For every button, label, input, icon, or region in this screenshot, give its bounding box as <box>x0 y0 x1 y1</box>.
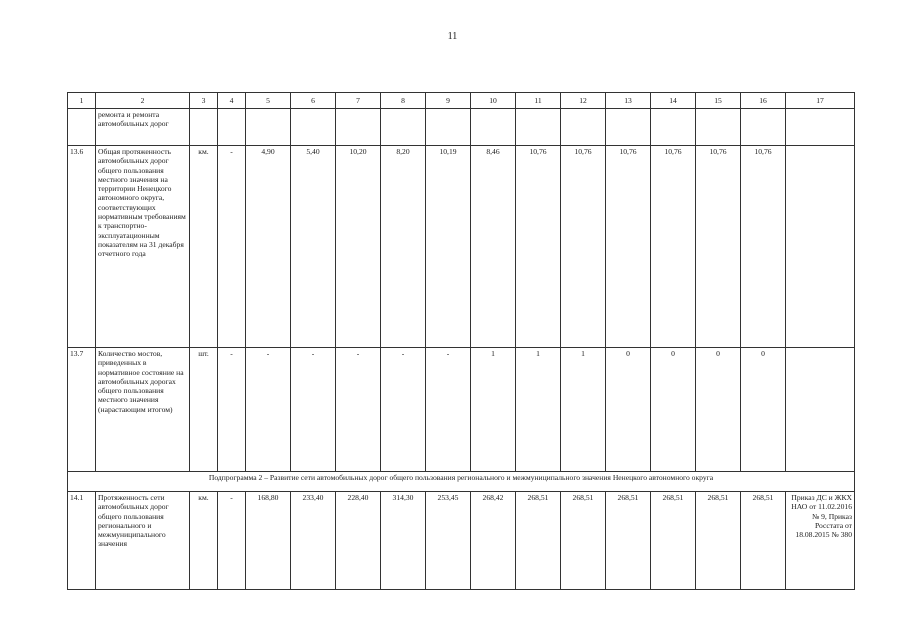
indicator-name: Количество мостов, приведенных в нормативное состояние на автомобильных дорогах общего пользования местного значения (нарастающим итогом) <box>96 348 190 472</box>
value-cell <box>218 109 246 146</box>
header-cell: 8 <box>381 93 426 109</box>
value-cell: 268,51 <box>696 492 741 590</box>
header-cell: 5 <box>246 93 291 109</box>
value-cell <box>291 109 336 146</box>
indicator-name: Протяженность сети автомобильных дорог общего пользования регионального и межмуниципального значения <box>96 492 190 590</box>
header-cell: 15 <box>696 93 741 109</box>
source-cell: Приказ ДС и ЖКХ НАО от 11.02.2016 № 9, Приказ Росстата от 18.08.2015 № 380 <box>786 492 855 590</box>
source-cell <box>786 348 855 472</box>
header-cell: 10 <box>471 93 516 109</box>
table-row-13-6 <box>68 146 855 348</box>
value-cell: 268,42 <box>471 492 516 590</box>
value-cell: 1 <box>561 348 606 472</box>
value-cell: 233,40 <box>291 492 336 590</box>
value-cell: - <box>381 348 426 472</box>
value-cell: - <box>218 492 246 590</box>
value-cell: 268,51 <box>741 492 786 590</box>
value-cell: 5,40 <box>291 146 336 348</box>
value-cell: 10,19 <box>426 146 471 348</box>
value-cell: - <box>218 348 246 472</box>
value-cell: 8,20 <box>381 146 426 348</box>
value-cell: 0 <box>741 348 786 472</box>
header-cell: 13 <box>606 93 651 109</box>
value-cell: - <box>291 348 336 472</box>
value-cell: 1 <box>471 348 516 472</box>
indicator-name: Общая протяженность автомобильных дорог общего пользования местного значения на территории Ненецкого автономного округа, соответствующих нормативным требованиям к транспортно-эксплуатационным показателям на 31 декабря отчетного года <box>96 146 190 348</box>
value-cell <box>561 109 606 146</box>
value-cell: 0 <box>696 348 741 472</box>
value-cell <box>696 109 741 146</box>
value-cell: 4,90 <box>246 146 291 348</box>
value-cell <box>381 109 426 146</box>
header-cell: 14 <box>651 93 696 109</box>
value-cell: - <box>218 146 246 348</box>
value-cell <box>606 109 651 146</box>
subprogram-title: Подпрограмма 2 – Развитие сети автомобильных дорог общего пользования регионального и межмуниципального значения Ненецкого автономного округа <box>68 472 855 492</box>
row-num-cell: 13.7 <box>68 348 96 472</box>
value-cell: 10,76 <box>741 146 786 348</box>
header-cell: 3 <box>190 93 218 109</box>
value-cell: - <box>246 348 291 472</box>
row-num-cell <box>68 109 96 146</box>
source-cell <box>786 109 855 146</box>
value-cell: 268,51 <box>606 492 651 590</box>
value-cell: 10,20 <box>336 146 381 348</box>
header-cell: 6 <box>291 93 336 109</box>
table-row-13-7 <box>68 348 855 472</box>
unit-cell: шт. <box>190 348 218 472</box>
value-cell <box>471 109 516 146</box>
unit-cell: км. <box>190 146 218 348</box>
subprogram-row <box>68 472 855 492</box>
header-cell: 17 <box>786 93 855 109</box>
row-num-cell: 13.6 <box>68 146 96 348</box>
header-row <box>68 93 855 109</box>
value-cell: 268,51 <box>561 492 606 590</box>
value-cell: 314,30 <box>381 492 426 590</box>
value-cell: 1 <box>516 348 561 472</box>
value-cell: 0 <box>651 348 696 472</box>
value-cell: 268,51 <box>651 492 696 590</box>
value-cell <box>426 109 471 146</box>
value-cell: 268,51 <box>516 492 561 590</box>
header-cell: 11 <box>516 93 561 109</box>
header-cell: 12 <box>561 93 606 109</box>
value-cell: 10,76 <box>696 146 741 348</box>
value-cell: 168,80 <box>246 492 291 590</box>
value-cell: 8,46 <box>471 146 516 348</box>
value-cell: 10,76 <box>651 146 696 348</box>
value-cell: 228,40 <box>336 492 381 590</box>
value-cell: 0 <box>606 348 651 472</box>
value-cell: 10,76 <box>606 146 651 348</box>
value-cell <box>246 109 291 146</box>
unit-cell: км. <box>190 492 218 590</box>
header-cell: 9 <box>426 93 471 109</box>
table-row-14-1 <box>68 492 855 590</box>
header-cell: 16 <box>741 93 786 109</box>
value-cell <box>516 109 561 146</box>
value-cell: 10,76 <box>516 146 561 348</box>
header-cell: 4 <box>218 93 246 109</box>
value-cell: 253,45 <box>426 492 471 590</box>
value-cell <box>651 109 696 146</box>
value-cell <box>336 109 381 146</box>
table-row-continuation <box>68 109 855 146</box>
header-cell: 2 <box>96 93 190 109</box>
value-cell: 10,76 <box>561 146 606 348</box>
source-cell <box>786 146 855 348</box>
value-cell: - <box>336 348 381 472</box>
indicator-table <box>67 92 855 590</box>
page-number: 11 <box>447 31 458 42</box>
value-cell: - <box>426 348 471 472</box>
indicator-name: ремонта и ремонта автомобильных дорог <box>96 109 190 146</box>
unit-cell <box>190 109 218 146</box>
value-cell <box>741 109 786 146</box>
row-num-cell: 14.1 <box>68 492 96 590</box>
header-cell: 1 <box>68 93 96 109</box>
header-cell: 7 <box>336 93 381 109</box>
